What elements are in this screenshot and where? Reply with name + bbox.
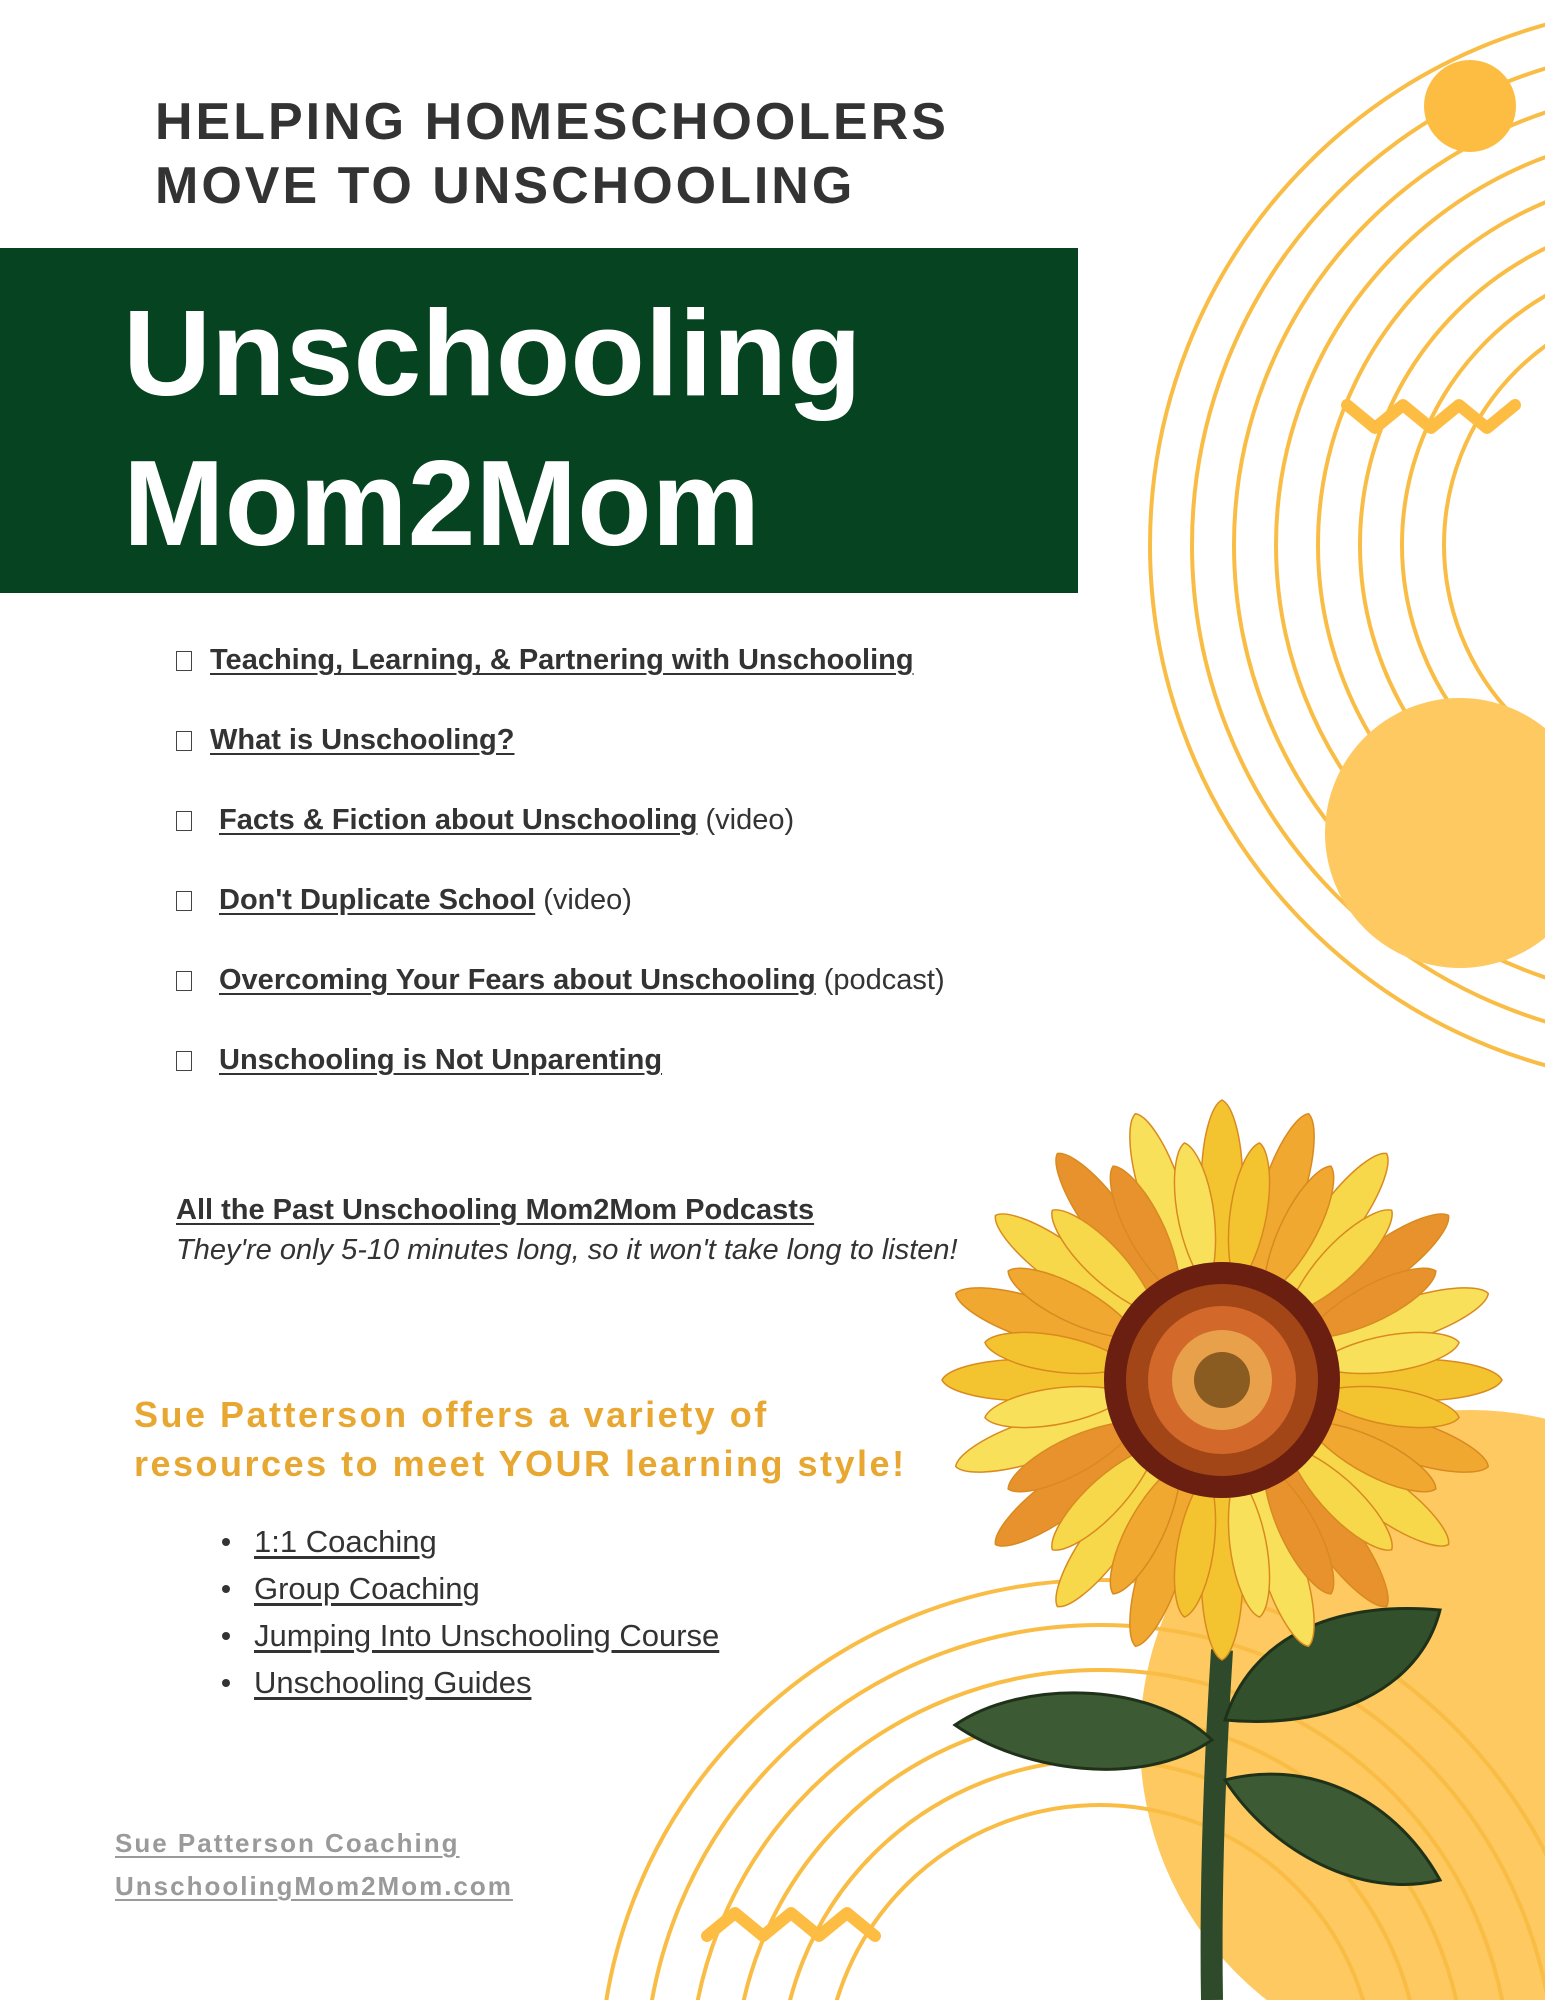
checklist-link[interactable]: What is Unschooling?	[210, 724, 515, 756]
footer-name-link[interactable]: Sue Patterson Coaching	[115, 1828, 460, 1858]
checklist-link[interactable]: Unschooling is Not Unparenting	[219, 1044, 663, 1076]
offer-line2: resources to meet YOUR learning style!	[134, 1443, 907, 1484]
checklist-link[interactable]: Overcoming Your Fears about Unschooling	[219, 964, 816, 996]
title-line2: Mom2Mom	[123, 435, 761, 571]
podcasts-link[interactable]: All the Past Unschooling Mom2Mom Podcasts	[176, 1194, 815, 1226]
list-item	[222, 1659, 719, 1706]
checklist-item	[176, 1040, 945, 1120]
checklist-item	[176, 640, 945, 720]
bullet-icon	[222, 1585, 230, 1593]
checklist-link[interactable]: Facts & Fiction about Unschooling	[219, 804, 698, 836]
page-title	[123, 278, 862, 578]
checkbox-icon[interactable]	[176, 971, 192, 991]
checklist-item	[176, 800, 945, 880]
checkbox-icon[interactable]	[176, 1051, 192, 1071]
bullet-icon	[222, 1538, 230, 1546]
tagline-line1: HELPING HOMESCHOOLERS	[155, 93, 949, 151]
checklist-link[interactable]: Don't Duplicate School	[219, 884, 536, 916]
checklist-item	[176, 720, 945, 800]
resource-link[interactable]: 1:1 Coaching	[254, 1524, 437, 1559]
checklist-note: (podcast)	[823, 964, 945, 996]
podcasts-subtitle: They're only 5-10 minutes long, so it won't take long to listen!	[176, 1234, 958, 1266]
footer-site-link[interactable]: UnschoolingMom2Mom.com	[115, 1871, 513, 1901]
checkbox-icon[interactable]	[176, 731, 192, 751]
footer	[115, 1822, 513, 1908]
list-item	[222, 1565, 719, 1612]
checkbox-icon[interactable]	[176, 891, 192, 911]
offer-line1: Sue Patterson offers a variety of	[134, 1394, 769, 1435]
resource-checklist	[176, 640, 945, 1120]
checkbox-icon[interactable]	[176, 811, 192, 831]
tagline-heading	[155, 90, 949, 218]
resources-list	[222, 1518, 719, 1706]
bullet-icon	[222, 1679, 230, 1687]
checklist-item	[176, 960, 945, 1040]
podcasts-section	[176, 1190, 958, 1270]
checklist-link[interactable]: Teaching, Learning, & Partnering with Unschooling	[210, 644, 914, 676]
offer-heading	[134, 1390, 907, 1488]
title-banner	[0, 248, 1078, 593]
list-item	[222, 1612, 719, 1659]
checkbox-icon[interactable]	[176, 651, 192, 671]
resource-link[interactable]: Unschooling Guides	[254, 1665, 532, 1700]
zigzag-decoration-bottom	[707, 1913, 875, 1936]
checklist-note: (video)	[705, 804, 795, 836]
bullet-icon	[222, 1632, 230, 1640]
large-sun-dot	[1325, 698, 1545, 968]
small-sun-dot	[1424, 60, 1516, 152]
checklist-note: (video)	[543, 884, 632, 916]
tagline-line2: MOVE TO UNSCHOOLING	[155, 157, 856, 215]
title-line1: Unschooling	[123, 285, 862, 421]
resource-link[interactable]: Jumping Into Unschooling Course	[254, 1618, 720, 1653]
resource-link[interactable]: Group Coaching	[254, 1571, 480, 1606]
checklist-item	[176, 880, 945, 960]
list-item	[222, 1518, 719, 1565]
